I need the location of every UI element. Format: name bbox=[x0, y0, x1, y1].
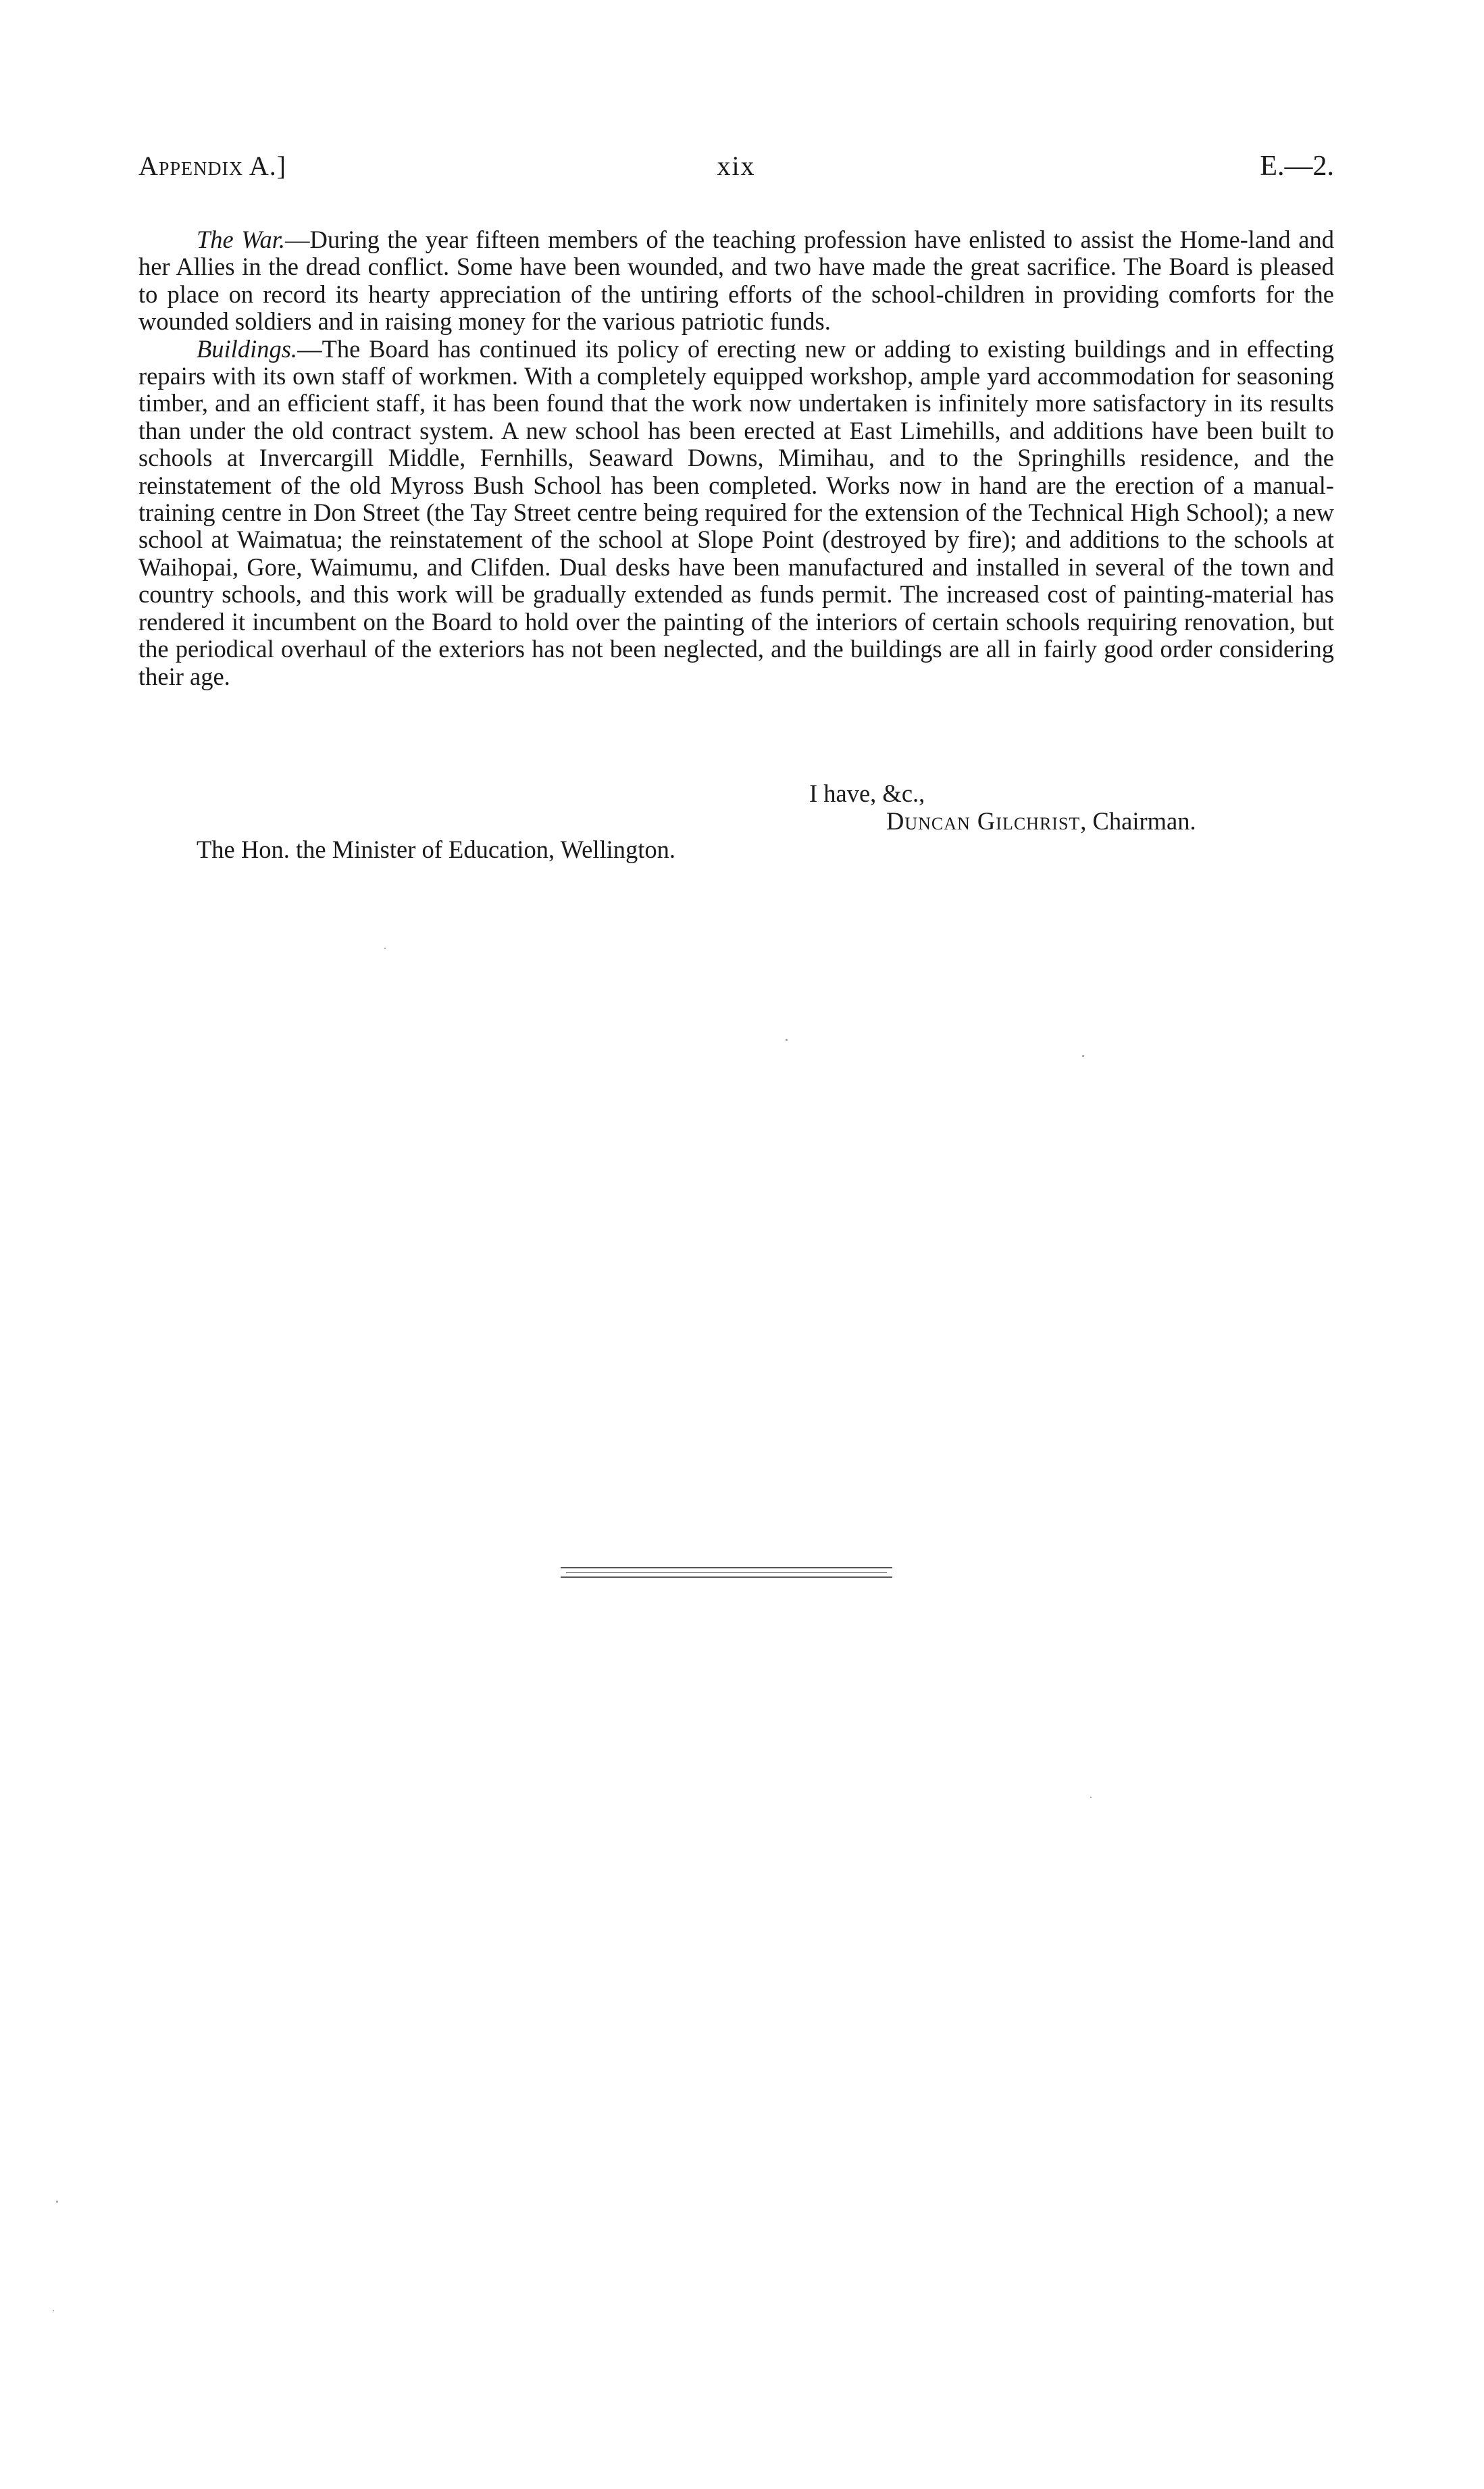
paragraph-text: —The Board has continued its policy of erecting new or adding to existing buildings and in effecting repairs with its own staff of workmen. With a completely equipped workshop, ample yard accommodation for seasoning timber, and an efficient staff, it has been found that the work now undertaken is infinitely more satisfactory in its results than under the old contract system. A new school has been erected at East Limehills, and additions have been built to schools at Invercargill Middle, Fernhills, Seaward Downs, Mimihau, and to the Springhills residence, and the reinstatement of the old Myross Bush School has been completed. Works now in hand are the erection of a manual-training centre in Don Street (the Tay Street centre being required for the extension of the Technical High School); a new school at Waimatua; the reinstatement of the school at Slope Point (destroyed by fire); and additions to the schools at Waihopai, Gore, Waimumu, and Clifden. Dual desks have been manufactured and installed in several of the town and country schools, and this work will be gradually extended as funds permit. The increased cost of painting-material has rendered it incumbent on the Board to hold over the painting of the interiors of certain schools requiring renovation, but the periodical overhaul of the exteriors has not been neglected, and the buildings are all in fairly good order considering their age. bbox=[138, 334, 1334, 690]
header-appendix-label: Appendix A.] bbox=[138, 151, 287, 181]
paper-speck bbox=[56, 2201, 58, 2203]
signatory-title: , Chairman. bbox=[1080, 807, 1196, 835]
paragraph-heading: Buildings. bbox=[197, 334, 298, 363]
paper-speck bbox=[53, 2310, 54, 2311]
paper-speck bbox=[384, 948, 386, 949]
addressee: The Hon. the Minister of Education, Wellington. bbox=[197, 836, 676, 863]
signature-block bbox=[886, 806, 1196, 836]
document-code: E.—2. bbox=[1260, 151, 1334, 182]
paper-speck bbox=[1090, 1797, 1092, 1798]
page-number: xix bbox=[717, 151, 756, 181]
paragraph-buildings bbox=[138, 336, 1334, 690]
section-divider-rule bbox=[566, 1572, 887, 1573]
paragraph-heading: The War. bbox=[197, 226, 285, 253]
paper-speck bbox=[786, 1039, 788, 1041]
paragraph-text: —During the year fifteen members of the teaching profession have enlisted to assist the Home-land and her Allies in the dread conflict. Some have been wounded, and two have made the great sacrifice. The Board is pleased to place on record its hearty appreciation of the untiring efforts of the school-children in providing comforts for the wounded soldiers and in raising money for the various patriotic funds. bbox=[138, 226, 1334, 336]
closing-salutation: I have, &c., bbox=[809, 779, 925, 807]
paper-speck bbox=[1082, 1055, 1084, 1057]
signatory-name: Duncan Gilchrist bbox=[886, 807, 1081, 835]
section-divider-rule bbox=[561, 1576, 892, 1578]
section-divider-rule bbox=[561, 1567, 892, 1568]
paragraph-the-war bbox=[138, 226, 1334, 336]
report-body bbox=[138, 226, 1334, 690]
page-header bbox=[138, 150, 1334, 190]
